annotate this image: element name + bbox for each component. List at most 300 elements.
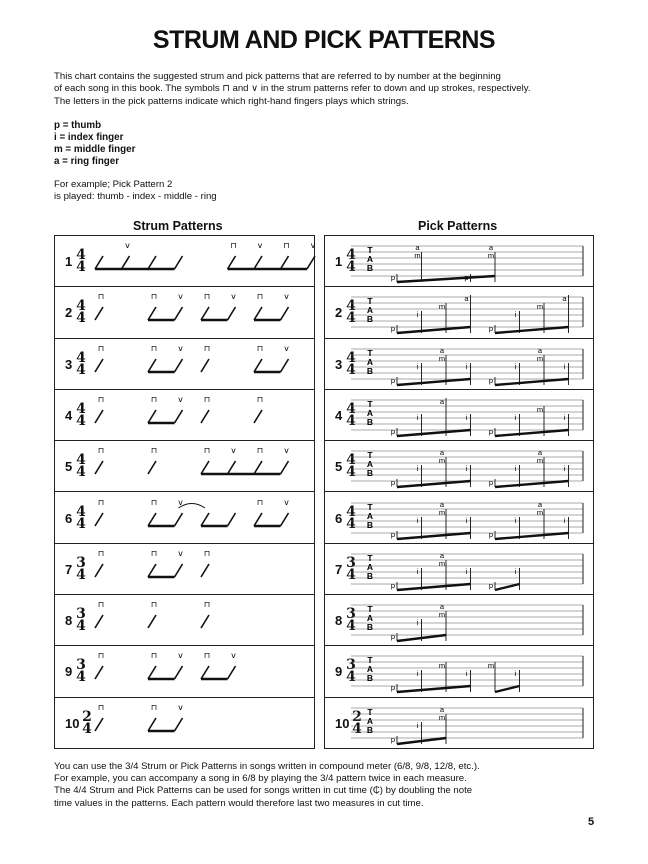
finger-letter: a bbox=[439, 499, 445, 509]
finger-letter: i bbox=[514, 464, 517, 474]
tab-clef-letter: T bbox=[367, 398, 373, 409]
pick-heading: Pick Patterns bbox=[418, 219, 498, 233]
strum-slash bbox=[148, 718, 156, 731]
strum-slash bbox=[148, 359, 156, 372]
beam bbox=[397, 430, 471, 436]
beam bbox=[397, 686, 471, 692]
intro-line: of each song in this book. The symbols ⊓ and ∨ in the strum patterns refer to down and up strokes, respectively. bbox=[54, 83, 531, 95]
tab-clef-letter: A bbox=[366, 356, 374, 367]
upstroke-mark: v bbox=[284, 497, 289, 507]
tab-staff bbox=[325, 646, 593, 697]
downstroke-mark: ⊓ bbox=[150, 548, 158, 558]
finger-letter: a bbox=[488, 243, 494, 252]
legend-ring: a = ring finger bbox=[54, 156, 120, 167]
pick-pattern-row bbox=[325, 339, 593, 390]
pattern-number: 1 bbox=[335, 254, 343, 269]
footer-text bbox=[54, 761, 614, 810]
pattern-number: 2 bbox=[65, 305, 73, 321]
strum-slash bbox=[95, 666, 103, 679]
time-signature-top: 3 bbox=[76, 606, 86, 623]
beam bbox=[495, 327, 569, 333]
finger-letter: a bbox=[439, 345, 445, 355]
strum-slash bbox=[281, 307, 289, 320]
finger-letter: p bbox=[390, 580, 396, 590]
finger-letter: m bbox=[438, 661, 446, 671]
legend-middle: m = middle finger bbox=[54, 144, 136, 155]
finger-letter: i bbox=[416, 618, 419, 628]
downstroke-mark: ⊓ bbox=[150, 702, 158, 712]
tab-clef-letter: B bbox=[366, 416, 374, 427]
beam bbox=[495, 430, 569, 436]
downstroke-mark: ⊓ bbox=[150, 600, 158, 610]
time-signature-bottom: 4 bbox=[346, 259, 356, 275]
tab-clef-letter: B bbox=[366, 622, 374, 633]
finger-letter: p bbox=[390, 426, 396, 436]
finger-letter: i bbox=[514, 361, 517, 371]
pattern-number: 10 bbox=[65, 715, 80, 731]
downstroke-mark: ⊓ bbox=[97, 548, 105, 558]
strum-slash bbox=[201, 666, 209, 679]
time-signature-bottom: 4 bbox=[76, 515, 86, 532]
downstroke-mark: ⊓ bbox=[283, 241, 290, 250]
pick-patterns-panel bbox=[324, 235, 594, 749]
downstroke-mark: ⊓ bbox=[203, 292, 211, 302]
finger-letter: i bbox=[465, 669, 468, 679]
beam bbox=[495, 481, 569, 487]
strum-slash bbox=[175, 718, 183, 731]
strum-notation bbox=[55, 698, 314, 749]
strum-slash bbox=[148, 513, 156, 526]
finger-letter: i bbox=[465, 566, 468, 576]
downstroke-mark: ⊓ bbox=[97, 394, 105, 404]
finger-letter: i bbox=[416, 669, 419, 679]
finger-letter: m bbox=[536, 353, 544, 363]
tab-clef-letter: T bbox=[367, 552, 373, 563]
strum-pattern-row bbox=[55, 595, 314, 646]
beam bbox=[495, 533, 569, 539]
strum-slash bbox=[95, 564, 103, 577]
time-signature-bottom: 4 bbox=[346, 310, 356, 327]
time-signature-top: 3 bbox=[346, 657, 356, 674]
tab-clef-letter: B bbox=[366, 724, 374, 735]
finger-letter: i bbox=[416, 310, 419, 320]
pattern-number: 7 bbox=[335, 561, 343, 577]
tab-staff bbox=[325, 390, 593, 441]
legend-index: i = index finger bbox=[54, 132, 124, 143]
strum-slash bbox=[228, 513, 236, 526]
tab-clef-letter: T bbox=[367, 706, 373, 717]
tab-clef-letter: B bbox=[366, 365, 374, 376]
strum-notation bbox=[55, 595, 314, 646]
time-signature-top: 4 bbox=[346, 503, 356, 520]
finger-letter: m bbox=[438, 558, 446, 568]
strum-heading: Strum Patterns bbox=[133, 219, 223, 233]
time-signature-bottom: 4 bbox=[346, 669, 356, 686]
finger-letter: i bbox=[514, 515, 517, 525]
finger-letter: p bbox=[488, 478, 494, 488]
tab-clef-letter: B bbox=[366, 673, 374, 684]
beam bbox=[495, 686, 520, 692]
time-signature-top: 4 bbox=[346, 400, 356, 417]
strum-slash bbox=[148, 461, 156, 474]
strum-slash bbox=[201, 564, 209, 577]
finger-letter: i bbox=[563, 361, 566, 371]
strum-slash bbox=[175, 256, 183, 269]
finger-letter: i bbox=[416, 566, 419, 576]
finger-letter: i bbox=[416, 720, 419, 730]
finger-letter: m bbox=[438, 507, 446, 517]
downstroke-mark: ⊓ bbox=[97, 600, 105, 610]
downstroke-mark: ⊓ bbox=[256, 394, 264, 404]
tab-clef-letter: A bbox=[366, 613, 374, 624]
tab-clef-letter: T bbox=[367, 450, 373, 461]
page-title: STRUM AND PICK PATTERNS bbox=[152, 26, 496, 54]
downstroke-mark: ⊓ bbox=[256, 292, 264, 302]
time-signature-bottom: 4 bbox=[76, 310, 86, 327]
time-signature-top: 4 bbox=[76, 349, 86, 366]
downstroke-mark: ⊓ bbox=[203, 651, 211, 661]
finger-letter: a bbox=[537, 448, 543, 458]
pattern-number: 1 bbox=[65, 254, 73, 269]
beam bbox=[397, 276, 495, 282]
upstroke-mark: v bbox=[284, 292, 289, 302]
time-signature-bottom: 4 bbox=[346, 566, 356, 583]
strum-slash bbox=[95, 718, 103, 731]
finger-letter: i bbox=[465, 464, 468, 474]
time-signature-top: 4 bbox=[76, 298, 86, 315]
time-signature-bottom: 4 bbox=[346, 464, 356, 481]
strum-slash bbox=[175, 666, 183, 679]
tab-clef-letter: B bbox=[366, 468, 374, 479]
upstroke-mark: v bbox=[178, 548, 183, 558]
pick-pattern-row bbox=[325, 236, 593, 287]
finger-letter: p bbox=[488, 529, 494, 539]
time-signature-top: 4 bbox=[346, 452, 356, 469]
strum-slash bbox=[95, 615, 103, 628]
finger-letter: i bbox=[563, 515, 566, 525]
strum-slash bbox=[228, 307, 236, 320]
beam bbox=[397, 584, 471, 590]
strum-patterns-panel bbox=[54, 235, 315, 749]
pattern-number: 9 bbox=[65, 664, 73, 680]
upstroke-mark: v bbox=[284, 446, 289, 456]
strum-slash bbox=[201, 615, 209, 628]
time-signature-bottom: 4 bbox=[76, 412, 86, 429]
strum-slash bbox=[148, 564, 156, 577]
tab-clef-letter: A bbox=[366, 664, 374, 675]
footer-line: The 4/4 Strum and Pick Patterns can be used for songs written in cut time (₵) by doubling the note bbox=[54, 785, 473, 797]
tab-staff bbox=[325, 544, 593, 595]
example-line: For example; Pick Pattern 2 bbox=[54, 179, 173, 190]
beam bbox=[397, 481, 471, 487]
strum-pattern-row bbox=[55, 441, 314, 492]
downstroke-mark: ⊓ bbox=[203, 600, 211, 610]
upstroke-mark: v bbox=[125, 241, 130, 250]
example-text bbox=[54, 179, 217, 204]
time-signature-bottom: 4 bbox=[76, 566, 86, 583]
tab-clef-letter: B bbox=[366, 570, 374, 581]
strum-slash bbox=[148, 410, 156, 423]
finger-letter: i bbox=[416, 361, 419, 371]
time-signature-top: 4 bbox=[76, 503, 86, 520]
strum-slash bbox=[254, 461, 262, 474]
finger-letter: a bbox=[562, 294, 567, 304]
strum-notation bbox=[55, 493, 314, 544]
pick-pattern-row bbox=[325, 595, 593, 646]
pattern-number: 7 bbox=[65, 561, 73, 577]
finger-letter: m bbox=[536, 302, 544, 312]
upstroke-mark: v bbox=[231, 292, 236, 302]
finger-letter: i bbox=[416, 464, 419, 474]
pattern-number: 6 bbox=[335, 510, 343, 526]
time-signature-top: 3 bbox=[346, 606, 356, 623]
beam bbox=[495, 584, 520, 590]
strum-slash bbox=[254, 307, 262, 320]
finger-letter: p bbox=[390, 273, 396, 282]
pick-pattern-row bbox=[325, 544, 593, 595]
pattern-number: 4 bbox=[65, 407, 73, 423]
strum-slash bbox=[175, 359, 183, 372]
strum-pattern-row bbox=[55, 698, 314, 749]
upstroke-mark: v bbox=[178, 292, 183, 302]
finger-letter: i bbox=[514, 669, 517, 679]
example-line: is played: thumb - index - middle - ring bbox=[54, 191, 217, 203]
tab-staff bbox=[325, 287, 593, 338]
finger-legend bbox=[54, 120, 135, 168]
finger-letter: i bbox=[563, 412, 566, 422]
finger-letter: m bbox=[438, 353, 446, 363]
beam bbox=[397, 379, 471, 385]
strum-pattern-row bbox=[55, 493, 314, 544]
strum-slash bbox=[228, 256, 236, 269]
tab-clef-letter: T bbox=[367, 655, 373, 666]
downstroke-mark: ⊓ bbox=[150, 394, 158, 404]
time-signature-top: 4 bbox=[346, 349, 356, 366]
pick-pattern-row bbox=[325, 493, 593, 544]
time-signature-top: 2 bbox=[82, 708, 92, 725]
time-signature-top: 3 bbox=[346, 554, 356, 571]
upstroke-mark: v bbox=[310, 241, 316, 250]
downstroke-mark: ⊓ bbox=[203, 548, 211, 558]
beam bbox=[495, 379, 569, 385]
strum-slash bbox=[175, 564, 183, 577]
strum-slash bbox=[281, 359, 289, 372]
page-number: 5 bbox=[588, 816, 595, 828]
tab-clef-letter: A bbox=[366, 305, 374, 316]
finger-letter: a bbox=[537, 345, 543, 355]
strum-notation bbox=[55, 646, 314, 697]
footer-line: You can use the 3/4 Strum or Pick Patterns in songs written in compound meter (6/8, 9/8, 12/8, etc.). bbox=[54, 761, 480, 772]
pick-pattern-row bbox=[325, 441, 593, 492]
finger-letter: m bbox=[487, 661, 495, 671]
strum-slash bbox=[95, 513, 103, 526]
tab-staff bbox=[325, 236, 593, 287]
tab-clef-letter: A bbox=[366, 254, 374, 264]
time-signature-top: 4 bbox=[76, 247, 86, 263]
time-signature-bottom: 4 bbox=[76, 361, 86, 378]
time-signature-bottom: 4 bbox=[346, 618, 356, 635]
finger-letter: a bbox=[439, 704, 445, 714]
beam bbox=[397, 327, 471, 333]
finger-letter: m bbox=[487, 251, 495, 260]
finger-letter: i bbox=[465, 515, 468, 525]
pick-pattern-row bbox=[325, 698, 593, 749]
strum-slash bbox=[95, 256, 103, 269]
pattern-number: 9 bbox=[335, 664, 343, 680]
finger-letter: i bbox=[465, 361, 468, 371]
intro-line: This chart contains the suggested strum and pick patterns that are referred to by number at the beginning bbox=[54, 71, 501, 82]
strum-slash bbox=[281, 513, 289, 526]
downstroke-mark: ⊓ bbox=[150, 497, 158, 507]
tab-clef-letter: B bbox=[366, 519, 374, 530]
strum-notation bbox=[55, 339, 314, 390]
downstroke-mark: ⊓ bbox=[97, 446, 105, 456]
legend-thumb: p = thumb bbox=[54, 120, 102, 131]
time-signature-top: 4 bbox=[76, 452, 86, 469]
strum-slash bbox=[95, 307, 103, 320]
finger-letter: m bbox=[438, 712, 446, 722]
strum-slash bbox=[254, 359, 262, 372]
finger-letter: i bbox=[563, 464, 566, 474]
strum-slash bbox=[175, 307, 183, 320]
tab-clef-letter: T bbox=[367, 347, 373, 358]
strum-slash bbox=[307, 256, 315, 269]
tab-clef-letter: T bbox=[367, 245, 373, 255]
tab-staff bbox=[325, 441, 593, 492]
pattern-number: 3 bbox=[65, 356, 73, 372]
upstroke-mark: v bbox=[178, 394, 183, 404]
finger-letter: a bbox=[439, 448, 445, 458]
pattern-number: 5 bbox=[335, 459, 343, 475]
downstroke-mark: ⊓ bbox=[97, 292, 105, 302]
tab-staff bbox=[325, 595, 593, 646]
tab-clef-letter: T bbox=[367, 604, 373, 615]
downstroke-mark: ⊓ bbox=[150, 651, 158, 661]
finger-letter: a bbox=[464, 294, 469, 304]
time-signature-bottom: 4 bbox=[346, 361, 356, 378]
upstroke-mark: v bbox=[178, 497, 183, 507]
downstroke-mark: ⊓ bbox=[203, 394, 211, 404]
time-signature-bottom: 4 bbox=[82, 720, 92, 737]
downstroke-mark: ⊓ bbox=[150, 292, 158, 302]
downstroke-mark: ⊓ bbox=[256, 497, 264, 507]
strum-slash bbox=[201, 461, 209, 474]
time-signature-bottom: 4 bbox=[76, 618, 86, 635]
finger-letter: m bbox=[536, 456, 544, 466]
finger-letter: p bbox=[390, 529, 396, 539]
strum-pattern-row bbox=[55, 544, 314, 595]
time-signature-bottom: 4 bbox=[346, 515, 356, 532]
finger-letter: m bbox=[438, 610, 446, 620]
time-signature-top: 4 bbox=[76, 400, 86, 417]
upstroke-mark: v bbox=[231, 651, 236, 661]
strum-slash bbox=[95, 461, 103, 474]
finger-letter: i bbox=[514, 412, 517, 422]
downstroke-mark: ⊓ bbox=[97, 651, 105, 661]
finger-letter: i bbox=[514, 566, 517, 576]
strum-slash bbox=[148, 307, 156, 320]
strum-slash bbox=[122, 256, 130, 269]
finger-letter: p bbox=[390, 324, 396, 334]
finger-letter: i bbox=[416, 515, 419, 525]
strum-slash bbox=[175, 410, 183, 423]
finger-letter: a bbox=[439, 550, 445, 560]
finger-letter: i bbox=[514, 310, 517, 320]
strum-pattern-row bbox=[55, 646, 314, 697]
pattern-number: 5 bbox=[65, 459, 73, 475]
finger-letter: p bbox=[390, 375, 396, 385]
time-signature-bottom: 4 bbox=[76, 669, 86, 686]
finger-letter: a bbox=[439, 396, 445, 406]
downstroke-mark: ⊓ bbox=[203, 343, 211, 353]
finger-letter: p bbox=[488, 426, 494, 436]
finger-letter: m bbox=[438, 456, 446, 466]
downstroke-mark: ⊓ bbox=[256, 446, 264, 456]
finger-letter: p bbox=[390, 734, 396, 744]
time-signature-bottom: 4 bbox=[352, 720, 362, 737]
strum-slash bbox=[201, 307, 209, 320]
strum-slash bbox=[254, 513, 262, 526]
strum-slash bbox=[281, 461, 289, 474]
finger-letter: p bbox=[488, 324, 494, 334]
downstroke-mark: ⊓ bbox=[150, 343, 158, 353]
upstroke-mark: v bbox=[257, 241, 263, 250]
pattern-number: 6 bbox=[65, 510, 73, 526]
strum-slash bbox=[95, 359, 103, 372]
pick-pattern-row bbox=[325, 390, 593, 441]
tab-staff bbox=[325, 493, 593, 544]
finger-letter: p bbox=[390, 683, 396, 693]
intro-line: The letters in the pick patterns indicate which right-hand fingers plays which strings. bbox=[54, 95, 409, 107]
intro-text bbox=[54, 71, 614, 108]
strum-slash bbox=[254, 410, 262, 423]
finger-letter: p bbox=[488, 375, 494, 385]
strum-pattern-row bbox=[55, 287, 314, 338]
upstroke-mark: v bbox=[231, 446, 236, 456]
finger-letter: a bbox=[537, 499, 543, 509]
downstroke-mark: ⊓ bbox=[256, 343, 264, 353]
strum-slash bbox=[201, 359, 209, 372]
strum-pattern-row bbox=[55, 236, 314, 287]
pattern-number: 4 bbox=[335, 407, 343, 423]
pattern-number: 8 bbox=[65, 613, 73, 629]
downstroke-mark: ⊓ bbox=[97, 702, 105, 712]
time-signature-top: 3 bbox=[76, 554, 86, 571]
tab-clef-letter: A bbox=[366, 510, 374, 521]
strum-notation bbox=[55, 441, 314, 492]
upstroke-mark: v bbox=[178, 651, 183, 661]
strum-slash bbox=[281, 256, 289, 269]
upstroke-mark: v bbox=[284, 343, 289, 353]
downstroke-mark: ⊓ bbox=[150, 446, 158, 456]
downstroke-mark: ⊓ bbox=[97, 343, 105, 353]
pattern-number: 2 bbox=[335, 305, 343, 321]
finger-letter: m bbox=[414, 251, 421, 260]
finger-letter: m bbox=[536, 507, 544, 517]
time-signature-top: 4 bbox=[346, 247, 356, 263]
strum-slash bbox=[148, 256, 156, 269]
strum-slash bbox=[228, 666, 236, 679]
finger-letter: p bbox=[488, 580, 494, 590]
time-signature-bottom: 4 bbox=[76, 464, 86, 481]
strum-notation bbox=[55, 544, 314, 595]
finger-letter: a bbox=[439, 602, 445, 612]
finger-letter: i bbox=[416, 412, 419, 422]
downstroke-mark: ⊓ bbox=[203, 446, 211, 456]
tab-clef-letter: A bbox=[366, 459, 374, 470]
strum-notation bbox=[55, 390, 314, 441]
strum-slash bbox=[201, 513, 209, 526]
